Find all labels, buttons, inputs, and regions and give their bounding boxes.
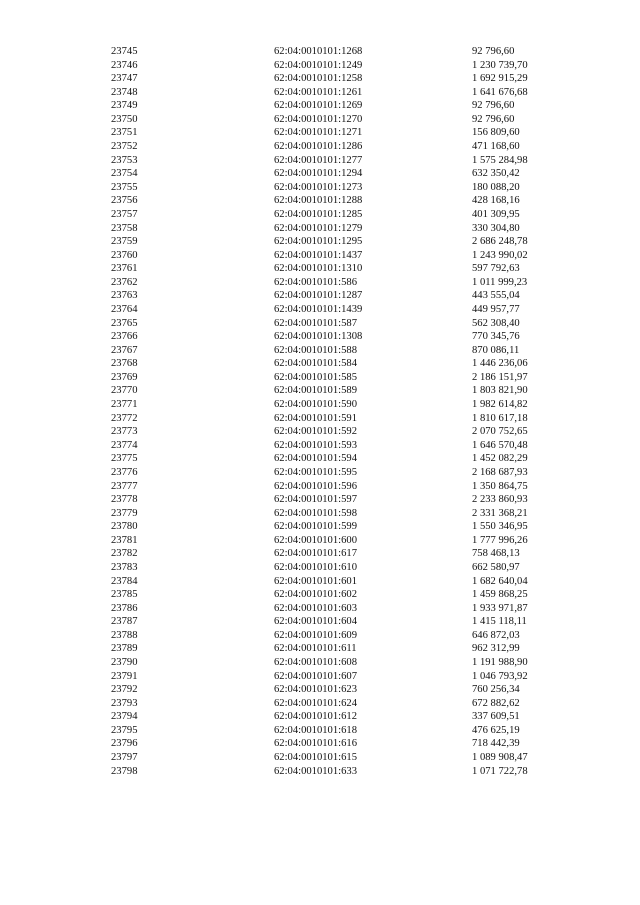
table-row <box>0 262 640 276</box>
cadastral-value: 1 692 915,29 <box>472 73 528 85</box>
table-row <box>0 167 640 181</box>
row-number: 23756 <box>111 195 138 207</box>
cadastral-value: 1 350 864,75 <box>472 480 528 492</box>
row-number: 23757 <box>111 208 138 220</box>
cadastral-number: 62:04:0010101:586 <box>274 276 357 288</box>
cadastral-value: 92 796,60 <box>472 113 515 125</box>
row-number: 23794 <box>111 711 138 723</box>
cadastral-number: 62:04:0010101:1269 <box>274 100 363 112</box>
cadastral-number: 62:04:0010101:595 <box>274 466 357 478</box>
row-number: 23786 <box>111 602 138 614</box>
row-number: 23783 <box>111 561 138 573</box>
cadastral-number: 62:04:0010101:608 <box>274 657 357 669</box>
cadastral-number: 62:04:0010101:604 <box>274 616 357 628</box>
row-number: 23791 <box>111 670 138 682</box>
cadastral-value: 449 957,77 <box>472 303 520 315</box>
cadastral-number: 62:04:0010101:597 <box>274 494 357 506</box>
row-number: 23749 <box>111 100 138 112</box>
cadastral-number: 62:04:0010101:1249 <box>274 59 363 71</box>
row-number: 23745 <box>111 46 138 57</box>
row-number: 23774 <box>111 439 138 451</box>
cadastral-number: 62:04:0010101:1287 <box>274 290 363 302</box>
table-row <box>0 113 640 127</box>
table-row <box>0 575 640 589</box>
cadastral-number: 62:04:0010101:617 <box>274 548 357 560</box>
table-row <box>0 59 640 73</box>
cadastral-number: 62:04:0010101:590 <box>274 399 357 411</box>
cadastral-number: 62:04:0010101:1279 <box>274 222 363 234</box>
cadastral-value: 632 350,42 <box>472 168 520 180</box>
cadastral-number: 62:04:0010101:1286 <box>274 141 363 153</box>
cadastral-value: 1 459 868,25 <box>472 589 528 601</box>
cadastral-number: 62:04:0010101:616 <box>274 738 357 750</box>
table-row <box>0 520 640 534</box>
row-number: 23755 <box>111 181 138 193</box>
table-row <box>0 737 640 751</box>
cadastral-value: 443 555,04 <box>472 290 520 302</box>
table-row <box>0 140 640 154</box>
table-row <box>0 208 640 222</box>
cadastral-value: 1 243 990,02 <box>472 249 528 261</box>
cadastral-number: 62:04:0010101:601 <box>274 575 357 587</box>
row-number: 23765 <box>111 317 138 329</box>
row-number: 23762 <box>111 276 138 288</box>
cadastral-number: 62:04:0010101:624 <box>274 697 357 709</box>
cadastral-value: 2 233 860,93 <box>472 494 528 506</box>
cadastral-number: 62:04:0010101:1310 <box>274 263 363 275</box>
cadastral-number: 62:04:0010101:603 <box>274 602 357 614</box>
cadastral-value: 1 682 640,04 <box>472 575 528 587</box>
cadastral-value: 1 415 118,11 <box>472 616 527 628</box>
table-row <box>0 194 640 208</box>
row-number: 23770 <box>111 385 138 397</box>
row-number: 23763 <box>111 290 138 302</box>
row-number: 23781 <box>111 534 138 546</box>
row-number: 23785 <box>111 589 138 601</box>
table-row <box>0 86 640 100</box>
table-row <box>0 154 640 168</box>
table-row <box>0 181 640 195</box>
cadastral-value: 1 011 999,23 <box>472 276 528 288</box>
row-number: 23796 <box>111 738 138 750</box>
row-number: 23746 <box>111 59 138 71</box>
row-number: 23767 <box>111 344 138 356</box>
row-number: 23764 <box>111 303 138 315</box>
row-number: 23747 <box>111 73 138 85</box>
row-number: 23760 <box>111 249 138 261</box>
table-row <box>0 615 640 629</box>
row-number: 23753 <box>111 154 138 166</box>
table-row <box>0 425 640 439</box>
row-number: 23754 <box>111 168 138 180</box>
cadastral-value: 1 803 821,90 <box>472 385 528 397</box>
row-number: 23751 <box>111 127 138 139</box>
cadastral-number: 62:04:0010101:1294 <box>274 168 363 180</box>
table-row <box>0 493 640 507</box>
table-row <box>0 384 640 398</box>
table-row <box>0 357 640 371</box>
table-row <box>0 724 640 738</box>
cadastral-value: 1 550 346,95 <box>472 521 528 533</box>
row-number: 23773 <box>111 426 138 438</box>
cadastral-number: 62:04:0010101:1285 <box>274 208 363 220</box>
row-number: 23789 <box>111 643 138 655</box>
cadastral-value: 718 442,39 <box>472 738 520 750</box>
cadastral-value: 1 575 284,98 <box>472 154 528 166</box>
row-number: 23795 <box>111 724 138 736</box>
row-number: 23797 <box>111 752 138 764</box>
row-number: 23769 <box>111 371 138 383</box>
cadastral-value: 1 089 908,47 <box>472 752 528 764</box>
row-number: 23752 <box>111 141 138 153</box>
table-row <box>0 642 640 656</box>
table-row <box>0 480 640 494</box>
cadastral-number: 62:04:0010101:587 <box>274 317 357 329</box>
cadastral-number: 62:04:0010101:596 <box>274 480 357 492</box>
table-row <box>0 602 640 616</box>
table-row <box>0 670 640 684</box>
table-row <box>0 72 640 86</box>
row-number: 23778 <box>111 494 138 506</box>
cadastral-value: 1 777 996,26 <box>472 534 528 546</box>
cadastral-value: 1 641 676,68 <box>472 86 528 98</box>
table-row <box>0 547 640 561</box>
table-row <box>0 330 640 344</box>
cadastral-number: 62:04:0010101:615 <box>274 752 357 764</box>
cadastral-number: 62:04:0010101:591 <box>274 412 357 424</box>
table-row <box>0 452 640 466</box>
cadastral-number: 62:04:0010101:585 <box>274 371 357 383</box>
cadastral-value: 156 809,60 <box>472 127 520 139</box>
row-number: 23782 <box>111 548 138 560</box>
row-number: 23776 <box>111 466 138 478</box>
row-number: 23779 <box>111 507 138 519</box>
cadastral-value: 646 872,03 <box>472 629 520 641</box>
row-number: 23790 <box>111 657 138 669</box>
cadastral-value: 1 452 082,29 <box>472 453 528 465</box>
cadastral-number: 62:04:0010101:618 <box>274 724 357 736</box>
cadastral-number: 62:04:0010101:1271 <box>274 127 363 139</box>
table-row <box>0 629 640 643</box>
cadastral-value: 471 168,60 <box>472 141 520 153</box>
row-number: 23780 <box>111 521 138 533</box>
cadastral-number: 62:04:0010101:612 <box>274 711 357 723</box>
table-row <box>0 765 640 779</box>
cadastral-value: 401 309,95 <box>472 208 520 220</box>
row-number: 23750 <box>111 113 138 125</box>
row-number: 23758 <box>111 222 138 234</box>
table-row <box>0 99 640 113</box>
cadastral-value: 1 191 988,90 <box>472 657 528 669</box>
table-row <box>0 303 640 317</box>
table-row <box>0 371 640 385</box>
cadastral-number: 62:04:0010101:589 <box>274 385 357 397</box>
cadastral-number: 62:04:0010101:623 <box>274 684 357 696</box>
row-number: 23784 <box>111 575 138 587</box>
table-row <box>0 249 640 263</box>
table-row <box>0 344 640 358</box>
row-number: 23771 <box>111 399 138 411</box>
table-row <box>0 276 640 290</box>
table-row <box>0 507 640 521</box>
cadastral-value: 1 071 722,78 <box>472 765 528 777</box>
table-row <box>0 466 640 480</box>
cadastral-number: 62:04:0010101:594 <box>274 453 357 465</box>
cadastral-number: 62:04:0010101:598 <box>274 507 357 519</box>
cadastral-number: 62:04:0010101:1277 <box>274 154 363 166</box>
table-row <box>0 222 640 236</box>
cadastral-number: 62:04:0010101:1261 <box>274 86 363 98</box>
row-number: 23768 <box>111 358 138 370</box>
cadastral-value: 92 796,60 <box>472 46 515 57</box>
table-row <box>0 45 640 59</box>
cadastral-value: 662 580,97 <box>472 561 520 573</box>
row-number: 23759 <box>111 236 138 248</box>
table-row <box>0 710 640 724</box>
cadastral-number: 62:04:0010101:602 <box>274 589 357 601</box>
cadastral-value: 180 088,20 <box>472 181 520 193</box>
table-row <box>0 317 640 331</box>
cadastral-value: 1 446 236,06 <box>472 358 528 370</box>
cadastral-value: 1 933 971,87 <box>472 602 528 614</box>
cadastral-number: 62:04:0010101:592 <box>274 426 357 438</box>
cadastral-value: 2 168 687,93 <box>472 466 528 478</box>
cadastral-number: 62:04:0010101:1288 <box>274 195 363 207</box>
row-number: 23772 <box>111 412 138 424</box>
row-number: 23775 <box>111 453 138 465</box>
row-number: 23798 <box>111 765 138 777</box>
cadastral-number: 62:04:0010101:610 <box>274 561 357 573</box>
cadastral-number: 62:04:0010101:600 <box>274 534 357 546</box>
cadastral-number: 62:04:0010101:593 <box>274 439 357 451</box>
table-row <box>0 697 640 711</box>
cadastral-value: 330 304,80 <box>472 222 520 234</box>
cadastral-value: 2 331 368,21 <box>472 507 528 519</box>
cadastral-value: 1 646 570,48 <box>472 439 528 451</box>
table-row <box>0 412 640 426</box>
cadastral-value: 760 256,34 <box>472 684 520 696</box>
table-row <box>0 289 640 303</box>
cadastral-value: 428 168,16 <box>472 195 520 207</box>
row-number: 23766 <box>111 331 138 343</box>
row-number: 23788 <box>111 629 138 641</box>
cadastral-number: 62:04:0010101:633 <box>274 765 357 777</box>
cadastral-number: 62:04:0010101:607 <box>274 670 357 682</box>
table-row <box>0 235 640 249</box>
row-number: 23761 <box>111 263 138 275</box>
cadastral-number: 62:04:0010101:588 <box>274 344 357 356</box>
cadastral-number: 62:04:0010101:1437 <box>274 249 363 261</box>
cadastral-value: 597 792,63 <box>472 263 520 275</box>
cadastral-value: 962 312,99 <box>472 643 520 655</box>
cadastral-value: 562 308,40 <box>472 317 520 329</box>
cadastral-value: 2 686 248,78 <box>472 236 528 248</box>
cadastral-number: 62:04:0010101:1273 <box>274 181 363 193</box>
cadastral-value: 1 046 793,92 <box>472 670 528 682</box>
row-number: 23777 <box>111 480 138 492</box>
cadastral-number: 62:04:0010101:1270 <box>274 113 363 125</box>
cadastral-value: 1 810 617,18 <box>472 412 528 424</box>
table-row <box>0 561 640 575</box>
cadastral-value: 1 982 614,82 <box>472 399 528 411</box>
row-number: 23793 <box>111 697 138 709</box>
cadastral-number: 62:04:0010101:599 <box>274 521 357 533</box>
cadastral-value: 92 796,60 <box>472 100 515 112</box>
cadastral-number: 62:04:0010101:584 <box>274 358 357 370</box>
row-number: 23748 <box>111 86 138 98</box>
cadastral-value-table <box>0 45 640 778</box>
table-row <box>0 751 640 765</box>
table-row <box>0 656 640 670</box>
table-row <box>0 534 640 548</box>
cadastral-value: 870 086,11 <box>472 344 520 356</box>
cadastral-value: 770 345,76 <box>472 331 520 343</box>
cadastral-value: 337 609,51 <box>472 711 520 723</box>
row-number: 23792 <box>111 684 138 696</box>
row-number: 23787 <box>111 616 138 628</box>
table-row <box>0 398 640 412</box>
cadastral-value: 2 070 752,65 <box>472 426 528 438</box>
cadastral-number: 62:04:0010101:609 <box>274 629 357 641</box>
cadastral-value: 1 230 739,70 <box>472 59 528 71</box>
cadastral-number: 62:04:0010101:1258 <box>274 73 363 85</box>
cadastral-value: 672 882,62 <box>472 697 520 709</box>
cadastral-value: 2 186 151,97 <box>472 371 528 383</box>
cadastral-number: 62:04:0010101:611 <box>274 643 357 655</box>
cadastral-number: 62:04:0010101:1268 <box>274 46 363 57</box>
table-row <box>0 683 640 697</box>
cadastral-value: 476 625,19 <box>472 724 520 736</box>
cadastral-number: 62:04:0010101:1439 <box>274 303 363 315</box>
table-row <box>0 439 640 453</box>
table-row <box>0 126 640 140</box>
table-row <box>0 588 640 602</box>
cadastral-value: 758 468,13 <box>472 548 520 560</box>
cadastral-number: 62:04:0010101:1295 <box>274 236 363 248</box>
cadastral-number: 62:04:0010101:1308 <box>274 331 363 343</box>
